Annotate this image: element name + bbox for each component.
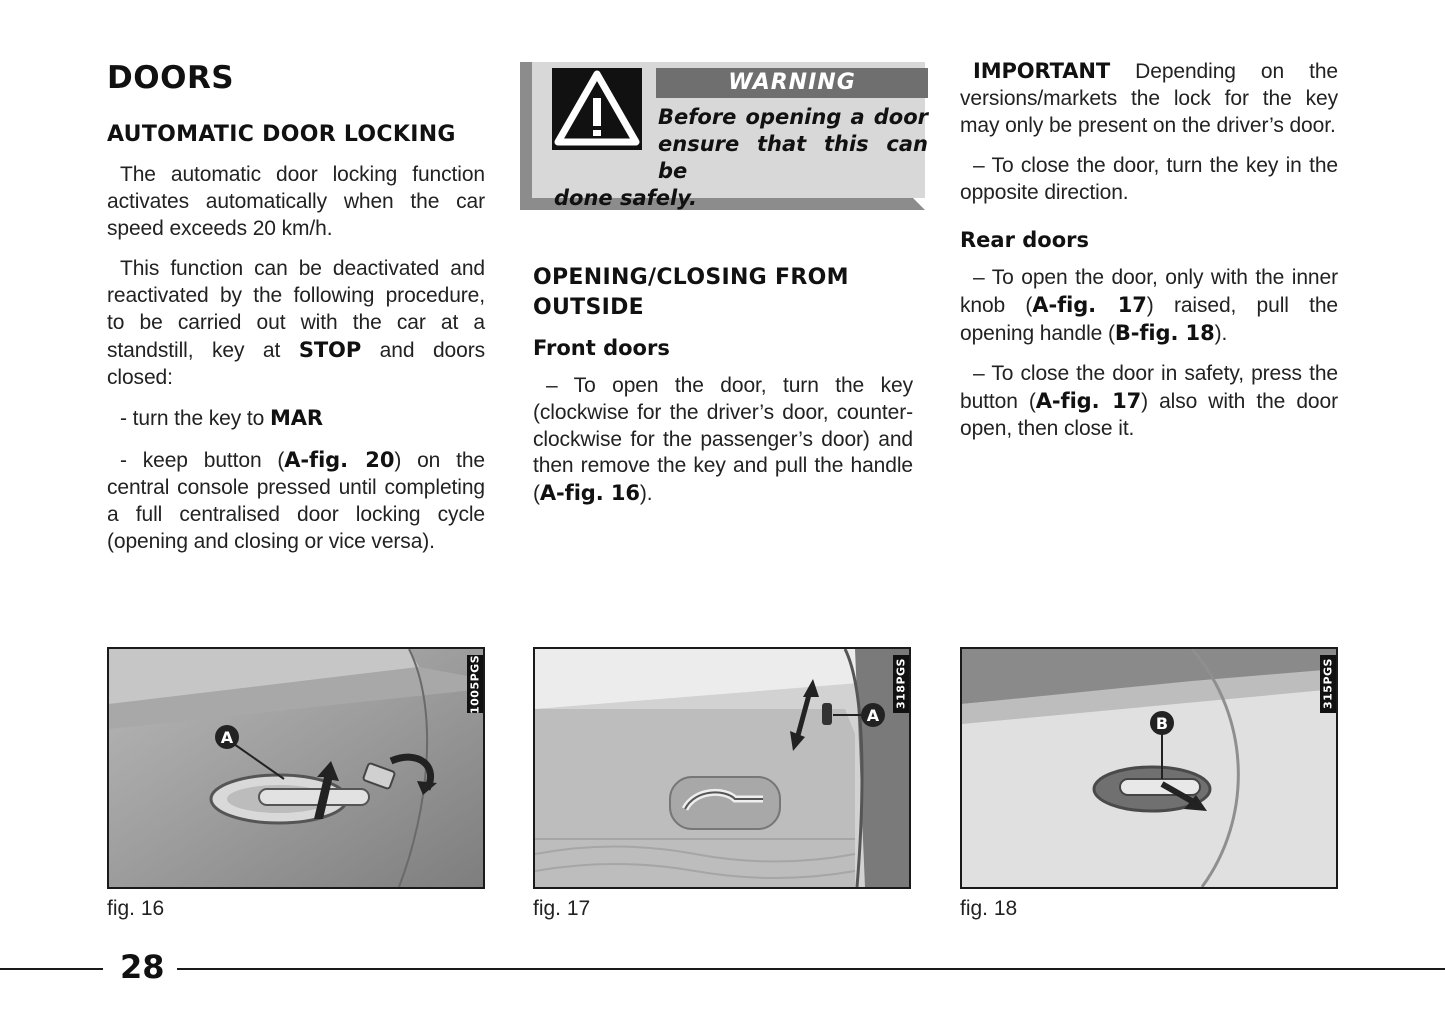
paragraph-close-door: – To close the door, turn the key in the opposite direction.	[960, 154, 1338, 205]
figure-17-code: 318PGS	[893, 655, 909, 713]
figure-18-caption: fig. 18	[960, 897, 1018, 920]
figure-18-image	[960, 647, 1338, 889]
paragraph-rear-open: – To open the door, only with the inner knob (A-fig. 17) raised, pull the opening handle (B-fig. 18).	[960, 265, 1338, 345]
svg-text:A: A	[220, 728, 234, 747]
step-turn-key: - turn the key to MAR	[120, 406, 323, 431]
warning-box	[520, 62, 928, 210]
paragraph-deactivation: This function can be deactivated and reactivated by the following procedure, to be carried out with the car at a standstill, key at STOP and doors closed:	[107, 257, 485, 389]
column-right	[960, 58, 1338, 457]
figure-16-caption: fig. 16	[107, 897, 165, 920]
warning-heading: WARNING	[656, 68, 928, 98]
page-number: 28	[120, 948, 165, 986]
warning-text: Before opening a door ensure that this can be done safely.	[554, 105, 928, 210]
page-title: DOORS	[107, 60, 235, 96]
paragraph-automatic-locking: The automatic door locking function activates automatically when the car speed exceeds 20 km/h.	[107, 163, 485, 240]
figure-16-code: 1005PGS	[468, 654, 482, 714]
footer-rule-left	[0, 968, 103, 970]
column-middle	[533, 263, 913, 522]
figure-17-image	[533, 647, 911, 889]
figure-16-image	[107, 647, 485, 889]
warning-box-body	[532, 62, 928, 210]
svg-text:B: B	[1155, 714, 1169, 733]
column-left	[107, 58, 485, 569]
footer-rule-right	[177, 968, 1445, 970]
paragraph-important: IMPORTANT Depending on the versions/markets the lock for the key may only be present on the driver’s door.	[960, 59, 1338, 137]
subheading-front-doors: Front doors	[533, 336, 670, 360]
section-heading-automatic-locking: AUTOMATIC DOOR LOCKING	[107, 122, 456, 147]
figure-18-code: 315PGS	[1320, 655, 1336, 713]
step-keep-button: - keep button (A-fig. 20) on the central console pressed until completing a full centralised door locking cycle (opening and closing or vice versa).	[107, 448, 485, 553]
subheading-rear-doors: Rear doors	[960, 227, 1089, 252]
figure-17-caption: fig. 17	[533, 897, 591, 920]
paragraph-front-doors: – To open the door, turn the key (clockwise for the driver’s door, counter-clockwise for the passenger’s door) and then remove the key and pull the handle (A-fig. 16).	[533, 374, 913, 506]
svg-text:A: A	[866, 706, 880, 725]
paragraph-rear-close: – To close the door in safety, press the button (A-fig. 17) also with the door open, then close it.	[960, 362, 1338, 440]
section-heading-opening-closing: OPENING/CLOSING FROM OUTSIDE	[533, 265, 849, 320]
